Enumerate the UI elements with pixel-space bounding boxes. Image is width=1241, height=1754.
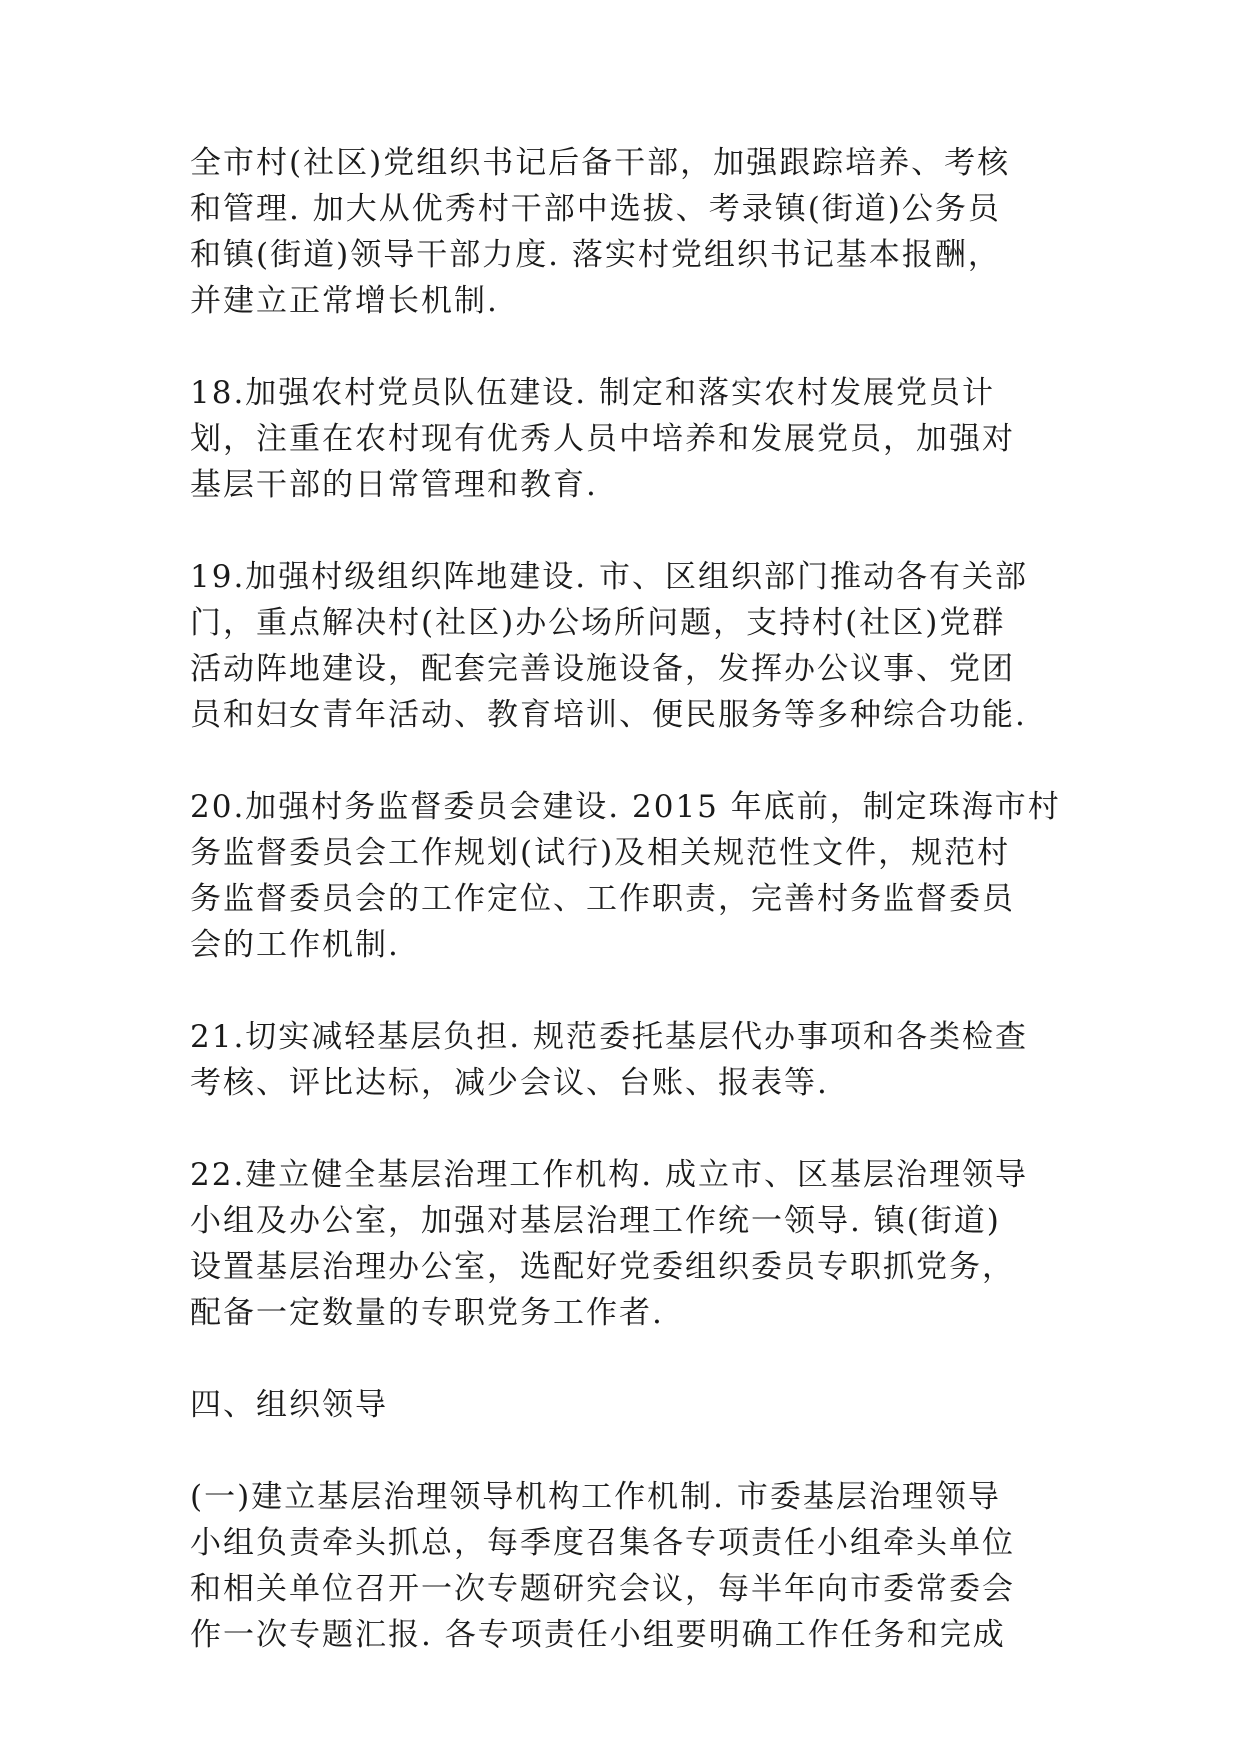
text-line: 划，注重在农村现有优秀人员中培养和发展党员，加强对 [190, 421, 1015, 457]
document-body [190, 140, 1060, 1704]
paragraph-item-18 [190, 370, 1060, 508]
text-line: 和相关单位召开一次专题研究会议，每半年向市委常委会 [190, 1571, 1015, 1607]
text-line: 和管理. 加大从优秀村干部中选拔、考录镇(街道)公务员 [190, 191, 1001, 227]
text-line: 员和妇女青年活动、教育培训、便民服务等多种综合功能. [190, 697, 1027, 733]
section-heading: 四、组织领导 [190, 1387, 388, 1423]
text-line: 并建立正常增长机制. [190, 283, 499, 319]
text-line: 小组及办公室，加强对基层治理工作统一领导. 镇(街道) [190, 1203, 1001, 1239]
text-line: 20.加强村务监督委员会建设. 2015 年底前，制定珠海市村 [190, 789, 1061, 825]
text-line: 配备一定数量的专职党务工作者. [190, 1295, 664, 1331]
text-line: 务监督委员会工作规划(试行)及相关规范性文件，规范村 [190, 835, 1011, 871]
paragraph-item-19 [190, 554, 1060, 738]
text-line: 活动阵地建设，配套完善设施设备，发挥办公议事、党团 [190, 651, 1015, 687]
text-line: 考核、评比达标，减少会议、台账、报表等. [190, 1065, 829, 1101]
text-line: 门，重点解决村(社区)办公场所问题，支持村(社区)党群 [190, 605, 1006, 641]
text-line: 小组负责牵头抓总，每季度召集各专项责任小组牵头单位 [190, 1525, 1015, 1561]
text-line: 和镇(街道)领导干部力度. 落实村党组织书记基本报酬， [190, 237, 1001, 273]
text-line: 设置基层治理办公室，选配好党委组织委员专职抓党务， [190, 1249, 1015, 1285]
text-line: 会的工作机制. [190, 927, 400, 963]
text-line: 21.切实减轻基层负担. 规范委托基层代办事项和各类检查 [190, 1019, 1029, 1055]
paragraph-subsection-1 [190, 1474, 1060, 1658]
text-line: 18.加强农村党员队伍建设. 制定和落实农村发展党员计 [190, 375, 996, 411]
text-line: 作一次专题汇报. 各专项责任小组要明确工作任务和完成 [190, 1617, 1006, 1653]
paragraph-item-21 [190, 1014, 1060, 1106]
text-line: 19.加强村级组织阵地建设. 市、区组织部门推动各有关部 [190, 559, 1029, 595]
text-line: 22.建立健全基层治理工作机构. 成立市、区基层治理领导 [190, 1157, 1029, 1193]
paragraph-item-20 [190, 784, 1060, 968]
section-heading-organization-leadership [190, 1382, 1060, 1428]
text-line: 务监督委员会的工作定位、工作职责，完善村务监督委员 [190, 881, 1015, 917]
text-line: (一)建立基层治理领导机构工作机制. 市委基层治理领导 [190, 1479, 1001, 1515]
paragraph-cadre-reserve [190, 140, 1060, 324]
text-line: 全市村(社区)党组织书记后备干部，加强跟踪培养、考核 [190, 145, 1011, 181]
paragraph-item-22 [190, 1152, 1060, 1336]
text-line: 基层干部的日常管理和教育. [190, 467, 598, 503]
